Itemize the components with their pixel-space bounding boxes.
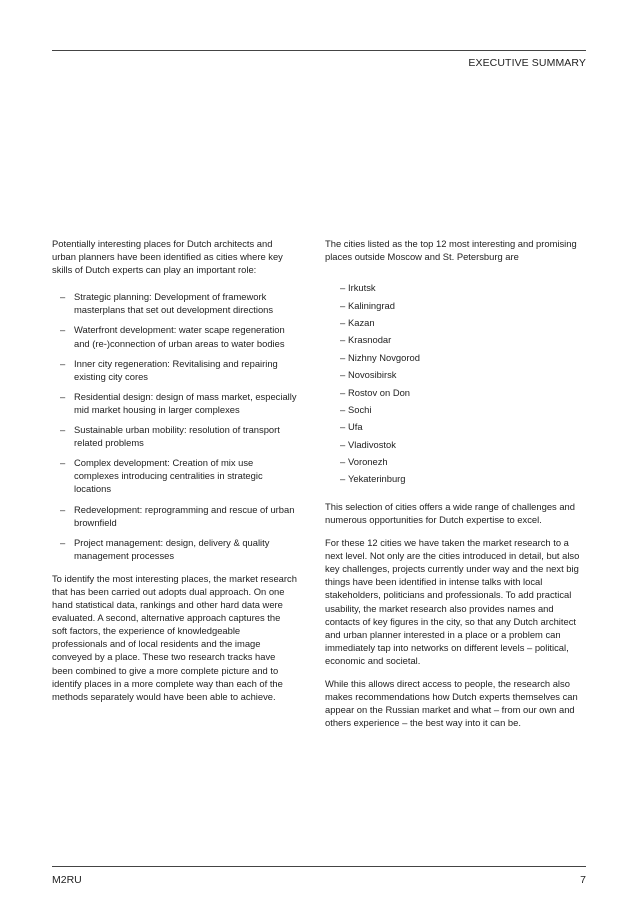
list-marker: – <box>340 438 346 450</box>
city-item <box>340 366 587 383</box>
city-name: Vladivostok <box>348 438 396 450</box>
list-item <box>60 323 297 349</box>
list-item <box>60 536 297 562</box>
footer-publication-name: M2RU <box>52 874 82 886</box>
list-marker: – <box>60 291 66 303</box>
city-name: Kazan <box>348 316 375 328</box>
list-marker: – <box>60 424 66 436</box>
research-paragraph: For these 12 cities we have taken the market research to a next level. Not only are the cities introduced in detail, but also key challenges, projects currently under way and the next big things have been identified in intense talks with local stakeholders, politicians and professionals. To add practical usability, the market research also provides names and contacts of key figures in the city, so that any Dutch architect and urban planner interested in a place or a problem can immediately tap into networks on different levels – political, economic and societal. <box>325 537 580 666</box>
list-item-text: Sustainable urban mobility: resolution of transport related problems <box>74 424 280 449</box>
right-column <box>325 237 587 739</box>
recommendations-paragraph: While this allows direct access to people, the research also makes recommendations how Dutch experts themselves can appear on the Russian market and what – from our own and others experience – the best way into it can be. <box>325 678 578 729</box>
list-marker: – <box>340 386 346 398</box>
city-name: Nizhny Novgorod <box>348 351 420 363</box>
list-marker: – <box>340 473 346 485</box>
list-marker: – <box>340 282 346 294</box>
list-item-text: Inner city regeneration: Revitalising and repairing existing city cores <box>74 357 278 382</box>
list-marker: – <box>60 503 66 515</box>
city-name: Kaliningrad <box>348 299 395 311</box>
city-name: Yekaterinburg <box>348 473 406 485</box>
left-intro-paragraph: Potentially interesting places for Dutch architects and urban planners have been identified as cities where key skills of Dutch experts can play an important role: <box>52 238 283 276</box>
list-marker: – <box>340 351 346 363</box>
list-marker: – <box>60 536 66 548</box>
right-intro-paragraph: The cities listed as the top 12 most interesting and promising places outside Moscow and St. Petersburg are <box>325 238 577 263</box>
city-item <box>340 279 587 296</box>
city-name: Ufa <box>348 421 363 433</box>
list-marker: – <box>60 390 66 402</box>
city-item <box>340 349 587 366</box>
list-marker: – <box>340 334 346 346</box>
list-item-text: Project management: design, delivery & quality management processes <box>74 536 270 561</box>
city-list <box>325 279 587 488</box>
city-item <box>340 470 587 487</box>
left-conclusion-paragraph: To identify the most interesting places, the market research that has been carried out adopts dual approach. On one hand statistical data, rankings and other hard data were evaluated. A second, alternative approach captures the soft factors, the experience of knowledgeable professionals and of local residents and the image conveyed by a place. These two research tracks have been combined to give a more complete picture and to identify places in a more complete way than each of the methods separately would have been able to achieve. <box>52 572 297 702</box>
list-marker: – <box>60 357 66 369</box>
list-marker: – <box>60 324 66 336</box>
city-name: Rostov on Don <box>348 386 411 398</box>
city-name: Sochi <box>348 403 372 415</box>
list-marker: – <box>60 457 66 469</box>
city-item <box>340 384 587 401</box>
skills-list <box>52 290 297 562</box>
list-marker: – <box>340 421 346 433</box>
city-name: Novosibirsk <box>348 369 397 381</box>
city-name: Voronezh <box>348 456 388 468</box>
city-item <box>340 453 587 470</box>
city-item <box>340 401 587 418</box>
section-title: EXECUTIVE SUMMARY <box>468 57 586 69</box>
left-column <box>52 237 297 713</box>
list-marker: – <box>340 316 346 328</box>
city-item <box>340 297 587 314</box>
list-item <box>60 357 297 383</box>
city-item <box>340 314 587 331</box>
list-item-text: Residential design: design of mass market, especially mid market housing in larger complexes <box>74 390 297 415</box>
city-item <box>340 331 587 348</box>
list-item-text: Waterfront development: water scape regeneration and (re-)connection of urban areas to water bodies <box>74 324 285 349</box>
list-marker: – <box>340 403 346 415</box>
page-number: 7 <box>580 874 586 886</box>
list-item-text: Strategic planning: Development of framework masterplans that set out development directions <box>74 291 274 316</box>
city-name: Irkutsk <box>348 282 376 294</box>
list-item <box>60 503 297 529</box>
header-rule <box>52 50 586 51</box>
list-marker: – <box>340 369 346 381</box>
list-marker: – <box>340 299 346 311</box>
selection-paragraph: This selection of cities offers a wide range of challenges and numerous opportunities for Dutch expertise to excel. <box>325 500 575 525</box>
list-item <box>60 290 297 316</box>
footer-rule <box>52 866 586 867</box>
city-item <box>340 418 587 435</box>
list-item <box>60 423 297 449</box>
list-item <box>60 390 297 416</box>
list-marker: – <box>340 456 346 468</box>
city-name: Krasnodar <box>348 334 392 346</box>
list-item <box>60 456 297 495</box>
list-item-text: Complex development: Creation of mix use complexes introducing centralities in strategic locations <box>74 457 263 495</box>
list-item-text: Redevelopment: reprogramming and rescue of urban brownfield <box>74 503 295 528</box>
city-item <box>340 436 587 453</box>
